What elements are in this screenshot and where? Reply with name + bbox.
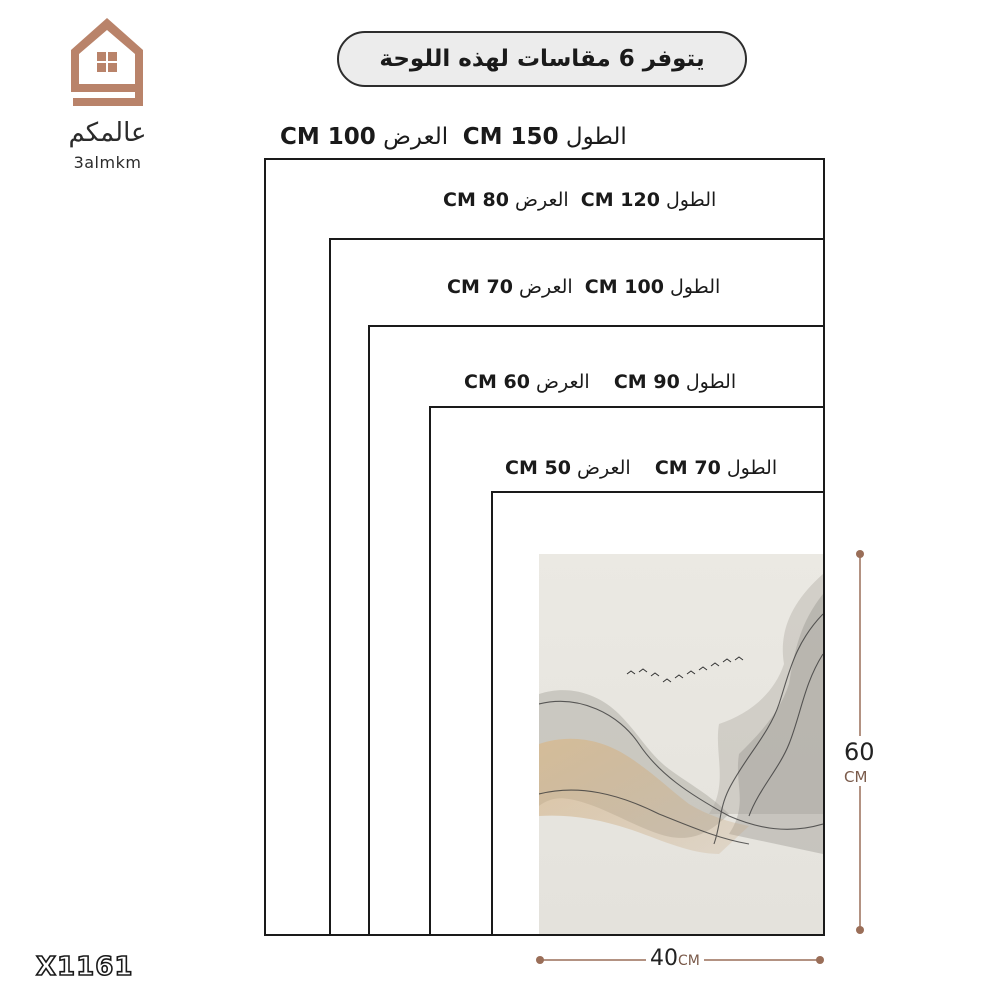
height-unit: CM <box>844 768 868 786</box>
width-unit: CM <box>678 953 700 969</box>
house-logo-icon <box>67 14 147 114</box>
product-code: X1161 <box>36 952 134 982</box>
brand-name-latin: 3almkm <box>73 153 142 172</box>
header-pill <box>337 31 747 87</box>
size-label-3: الطول 100 CM العرض 70 CM <box>447 276 721 298</box>
brand-logo <box>55 10 160 170</box>
brand-name-arabic: عالمكم <box>68 118 147 148</box>
size-label-2: الطول 120 CM العرض 80 CM <box>443 189 717 211</box>
size-label-1: الطول 150 CM العرض 100 CM <box>280 124 627 150</box>
width-value: 40 <box>650 946 678 971</box>
height-value: 60 <box>844 738 875 766</box>
width-dimension-label <box>646 946 704 971</box>
size-label-5: الطول 70 CM العرض 50 CM <box>505 457 778 479</box>
size-label-4: الطول 90 CM العرض 60 CM <box>464 371 737 393</box>
header-title: يتوفر 6 مقاسات لهذه اللوحة <box>379 46 705 72</box>
painting-preview <box>539 554 823 934</box>
